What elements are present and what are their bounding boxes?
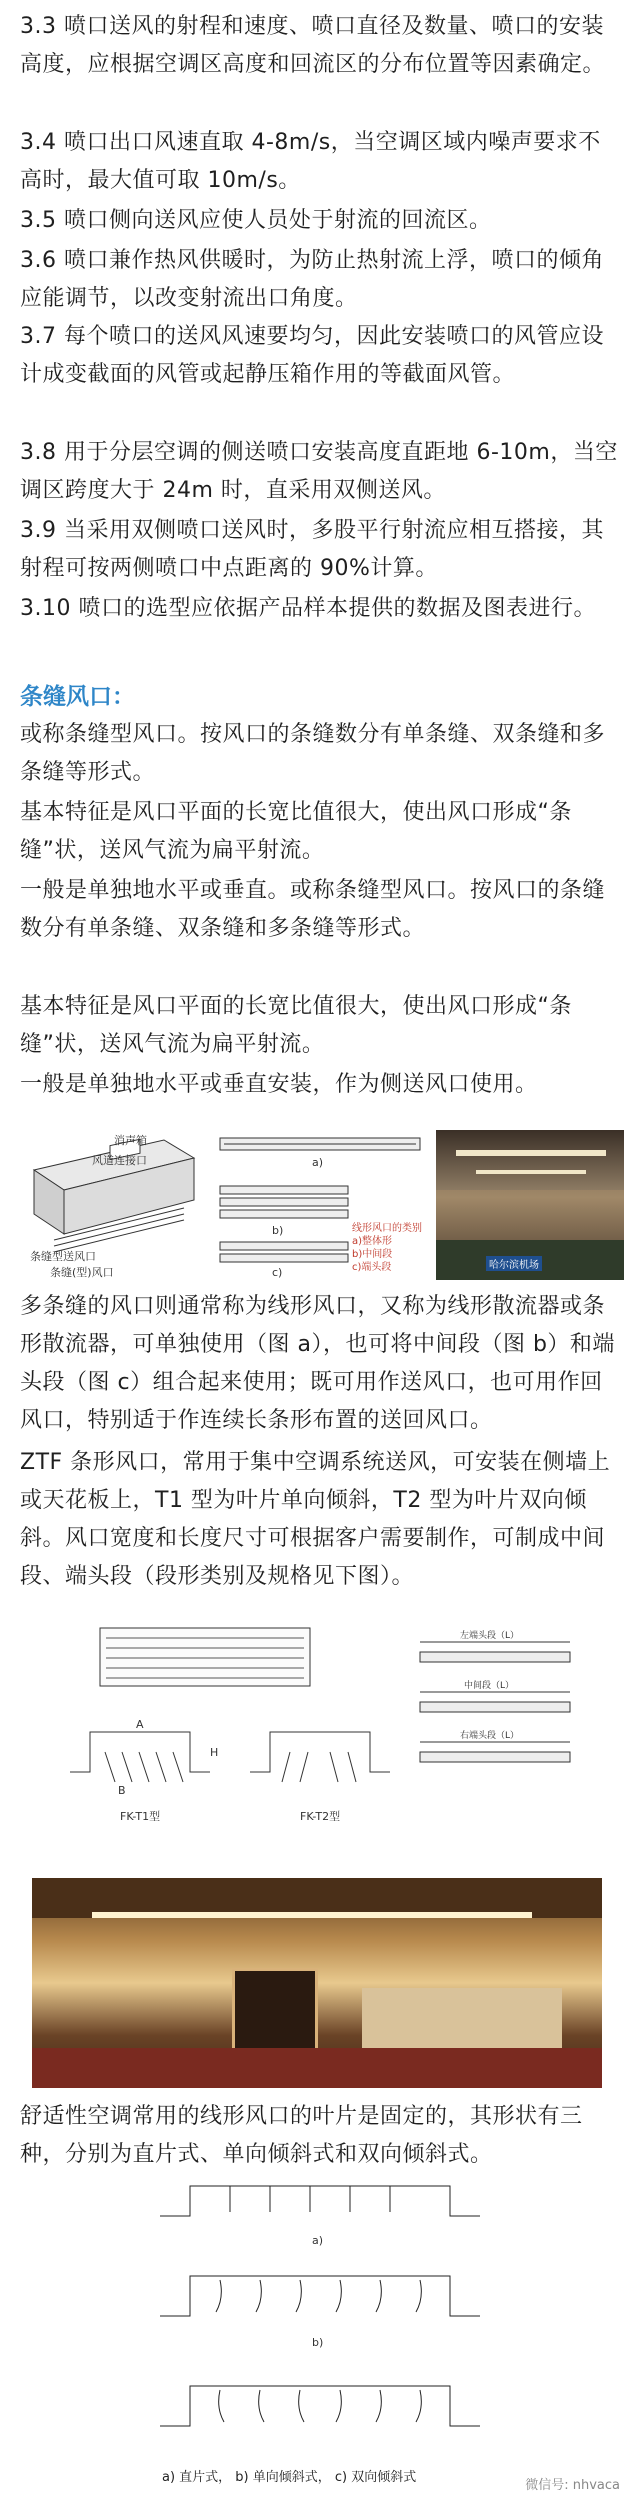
para-3-5: 3.5 喷口侧向送风应使人员处于射流的回流区。 [20,208,492,233]
legend-item: b)中间段 [352,1249,393,1260]
para-3-6: 3.6 喷口兼作热风供暖时，为防止热射流上浮，喷口的倾角应能调节，以改变射流出口角度。 [20,248,604,311]
dim-b: B [118,1784,126,1797]
para-blade-types: 舒适性空调常用的线形风口的叶片是固定的，其形状有三种，分别为直片式、单向倾斜式和双向倾斜式。 [20,2104,583,2167]
segment-left: 左端头段（L） [460,1631,520,1641]
label-duct-port: 风道连接口 [92,1154,147,1167]
para-3-8: 3.8 用于分层空调的侧送喷口安装高度直距地 6-10m，当空调区跨度大于 24m 时，直采用双侧送风。 [20,440,618,503]
para-3-3: 3.3 喷口送风的射程和速度、喷口直径及数量、喷口的安装高度，应根据空调区高度和回流区的分布位置等因素确定。 [20,14,606,77]
profile-label-a: a) [312,2234,324,2247]
profile-label-b: b) [312,2336,324,2349]
para-3-4: 3.4 喷口出口风速直取 4-8m/s，当空调区域内噪声要求不高时，最大值可取 10m/s。 [20,130,601,193]
types-legend [352,1222,422,1274]
para-linear-diffuser: 多条缝的风口则通常称为线形风口，又称为线形散流器或条形散流器，可单独使用（图 a），也可将中间段（图 b）和端头段（图 c）组合起来使用；既可用作送风口，也可用作回风口，特别适于作连续长条形布置的送回风口。 [20,1294,615,1433]
segment-right: 右端头段（L） [460,1731,520,1741]
label-slot-outlet: 条缝型送风口 [30,1250,96,1263]
airport-photo [436,1130,624,1280]
slot-diffuser-isometric [14,1130,204,1280]
legend-item: c)端头段 [352,1262,392,1273]
segment-middle: 中间段（L） [464,1681,515,1691]
para-3-9: 3.9 当采用双侧喷口送风时，多股平行射流应相互搭接，其射程可按两侧喷口中点距离的 90%计算。 [20,518,604,581]
legend-item: a)整体形 [352,1236,393,1247]
dim-h: H [210,1746,219,1759]
hotel-lobby-photo [32,1878,602,2088]
label-c: c) [272,1266,283,1279]
label-silencer: 消声箱 [114,1134,147,1147]
label-slot-vent: 条缝(型)风口 [50,1266,114,1279]
para-slot-install: 一般是单独地水平或垂直。或称条缝型风口。按风口的条缝数分有单条缝、双条缝和多条缝等形式。 [20,878,606,941]
para-slot-intro: 或称条缝型风口。按风口的条缝数分有单条缝、双条缝和多条缝等形式。 [20,722,606,785]
section-heading: 条缝风口： [20,684,135,710]
para-slot-feature-repeat: 基本特征是风口平面的长宽比值很大，使出风口形成“条缝”状，送风气流为扁平射流。 [20,994,572,1057]
label-b: b) [272,1224,284,1237]
label-a: a) [312,1156,324,1169]
dim-a: A [136,1718,144,1731]
ztf-drawings [60,1622,580,1870]
blade-caption: a) 直片式， b) 单向倾斜式， c) 双向倾斜式 [162,2470,417,2485]
para-3-7: 3.7 每个喷口的送风风速要均匀，因此安装喷口的风管应设计成变截面的风管或起静压箱作用的等截面风管。 [20,324,604,387]
model-fk-t2: FK-T2型 [300,1810,341,1823]
blade-profiles [150,2176,490,2486]
model-fk-t1: FK-T1型 [120,1810,161,1823]
para-slot-side: 一般是单独地水平或垂直安装，作为侧送风口使用。 [20,1072,538,1097]
linear-diffuser-types [212,1130,430,1280]
para-3-10: 3.10 喷口的选型应依据产品样本提供的数据及图表进行。 [20,596,596,621]
legend-title: 线形风口的类别 [352,1223,422,1234]
para-slot-feature: 基本特征是风口平面的长宽比值很大，使出风口形成“条缝”状，送风气流为扁平射流。 [20,800,572,863]
photo-caption: 哈尔滨机场 [486,1256,542,1271]
watermark: 微信号: nhvaca [525,2478,620,2493]
para-ztf: ZTF 条形风口，常用于集中空调系统送风，可安装在侧墙上或天花板上，T1 型为叶片单向倾斜，T2 型为叶片双向倾斜。风口宽度和长度尺寸可根据客户需要制作，可制成中间段、端头段（段形类别及规格见下图）。 [20,1450,611,1589]
